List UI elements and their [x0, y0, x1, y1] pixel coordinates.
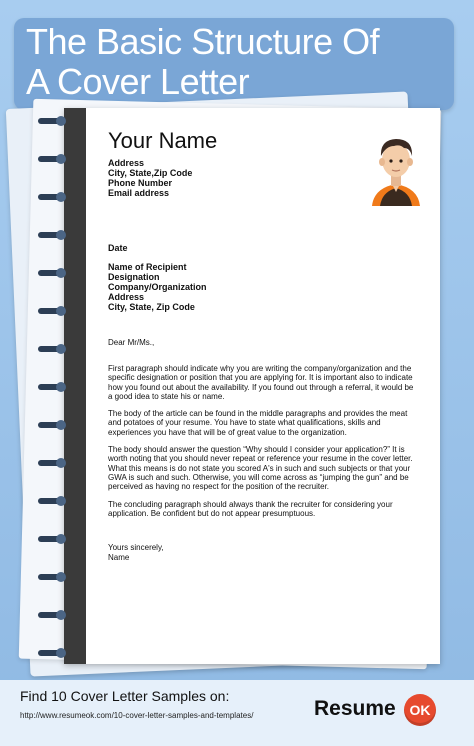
signature-line: Name	[108, 553, 130, 562]
email-line: Email address	[108, 188, 170, 198]
recipient-address-line: Address	[108, 292, 145, 302]
closing-line: Yours sincerely,	[108, 543, 164, 552]
paragraph-body-2: The body should answer the question “Why should I consider your application?” It is worth noting that you should never repeat or reference your resume in the cover letter. What this means is do not state you scored A's in such and such subjects or that your GWA is such and such. Otherwise, you will come across as “jumping the gun” and be perceived as having no respect for the position of the recruiter.	[108, 445, 413, 492]
page-title	[26, 22, 446, 102]
address-line: Address	[108, 158, 145, 168]
brand-ok-badge[interactable]: OK	[404, 694, 436, 726]
closing-block	[108, 543, 164, 563]
designation-line: Designation	[108, 272, 160, 282]
binder-ring-icon	[38, 232, 60, 238]
brand-logo-text[interactable]: Resume	[314, 697, 396, 720]
binder-ring-icon	[38, 422, 60, 428]
paragraph-conclusion: The concluding paragraph should always thank the recruiter for considering your application. Be confident but do not appear presumptuous.	[108, 499, 393, 518]
title-line-1: The Basic Structure Of	[26, 21, 380, 62]
sender-address-block	[108, 158, 192, 198]
recipient-city-line: City, State, Zip Code	[108, 302, 195, 312]
binder-ring-icon	[38, 156, 60, 162]
binder-ring-icon	[38, 270, 60, 276]
title-line-2: A Cover Letter	[26, 61, 250, 102]
binder-ring-icon	[38, 498, 60, 504]
date-label: Date	[108, 243, 128, 253]
recipient-block	[108, 262, 207, 312]
city-state-zip-line: City, State,Zip Code	[108, 168, 193, 178]
binder-ring-icon	[38, 574, 60, 580]
binder-ring-icon	[38, 536, 60, 542]
your-name-heading: Your Name	[108, 128, 218, 153]
binder-ring-icon	[38, 650, 60, 656]
binder-ring-icon	[38, 194, 60, 200]
binder-ring-icon	[38, 346, 60, 352]
binder-ring-icon	[38, 384, 60, 390]
paragraph-intro: First paragraph should indicate why you are writing the company/organization and the specific designation or position that you are applying for. It is important also to indicate how you found out about the availability. If you found out through a referral, it would be a good idea to state his or name.	[108, 364, 414, 401]
binder-ring-icon	[38, 612, 60, 618]
company-line: Company/Organization	[108, 282, 207, 292]
paragraph-body-1: The body of the article can be found in the middle paragraphs and provides the meat and potatoes of your resume. You have to state what qualifications, skills and experiences you have that will be of great value to the organization.	[108, 409, 408, 437]
recipient-name-line: Name of Recipient	[108, 262, 187, 272]
footer-url-link[interactable]: http://www.resumeok.com/10-cover-letter-samples-and-templates/	[20, 711, 254, 720]
phone-line: Phone Number	[108, 178, 173, 188]
binder-ring-icon	[38, 460, 60, 466]
footer-title: Find 10 Cover Letter Samples on:	[20, 688, 230, 704]
binder-ring-icon	[38, 118, 60, 124]
person-avatar-icon	[366, 124, 426, 206]
binder-rings	[38, 118, 78, 658]
letter-body	[108, 364, 418, 526]
salutation: Dear Mr/Ms.,	[108, 338, 155, 347]
binder-ring-icon	[38, 308, 60, 314]
